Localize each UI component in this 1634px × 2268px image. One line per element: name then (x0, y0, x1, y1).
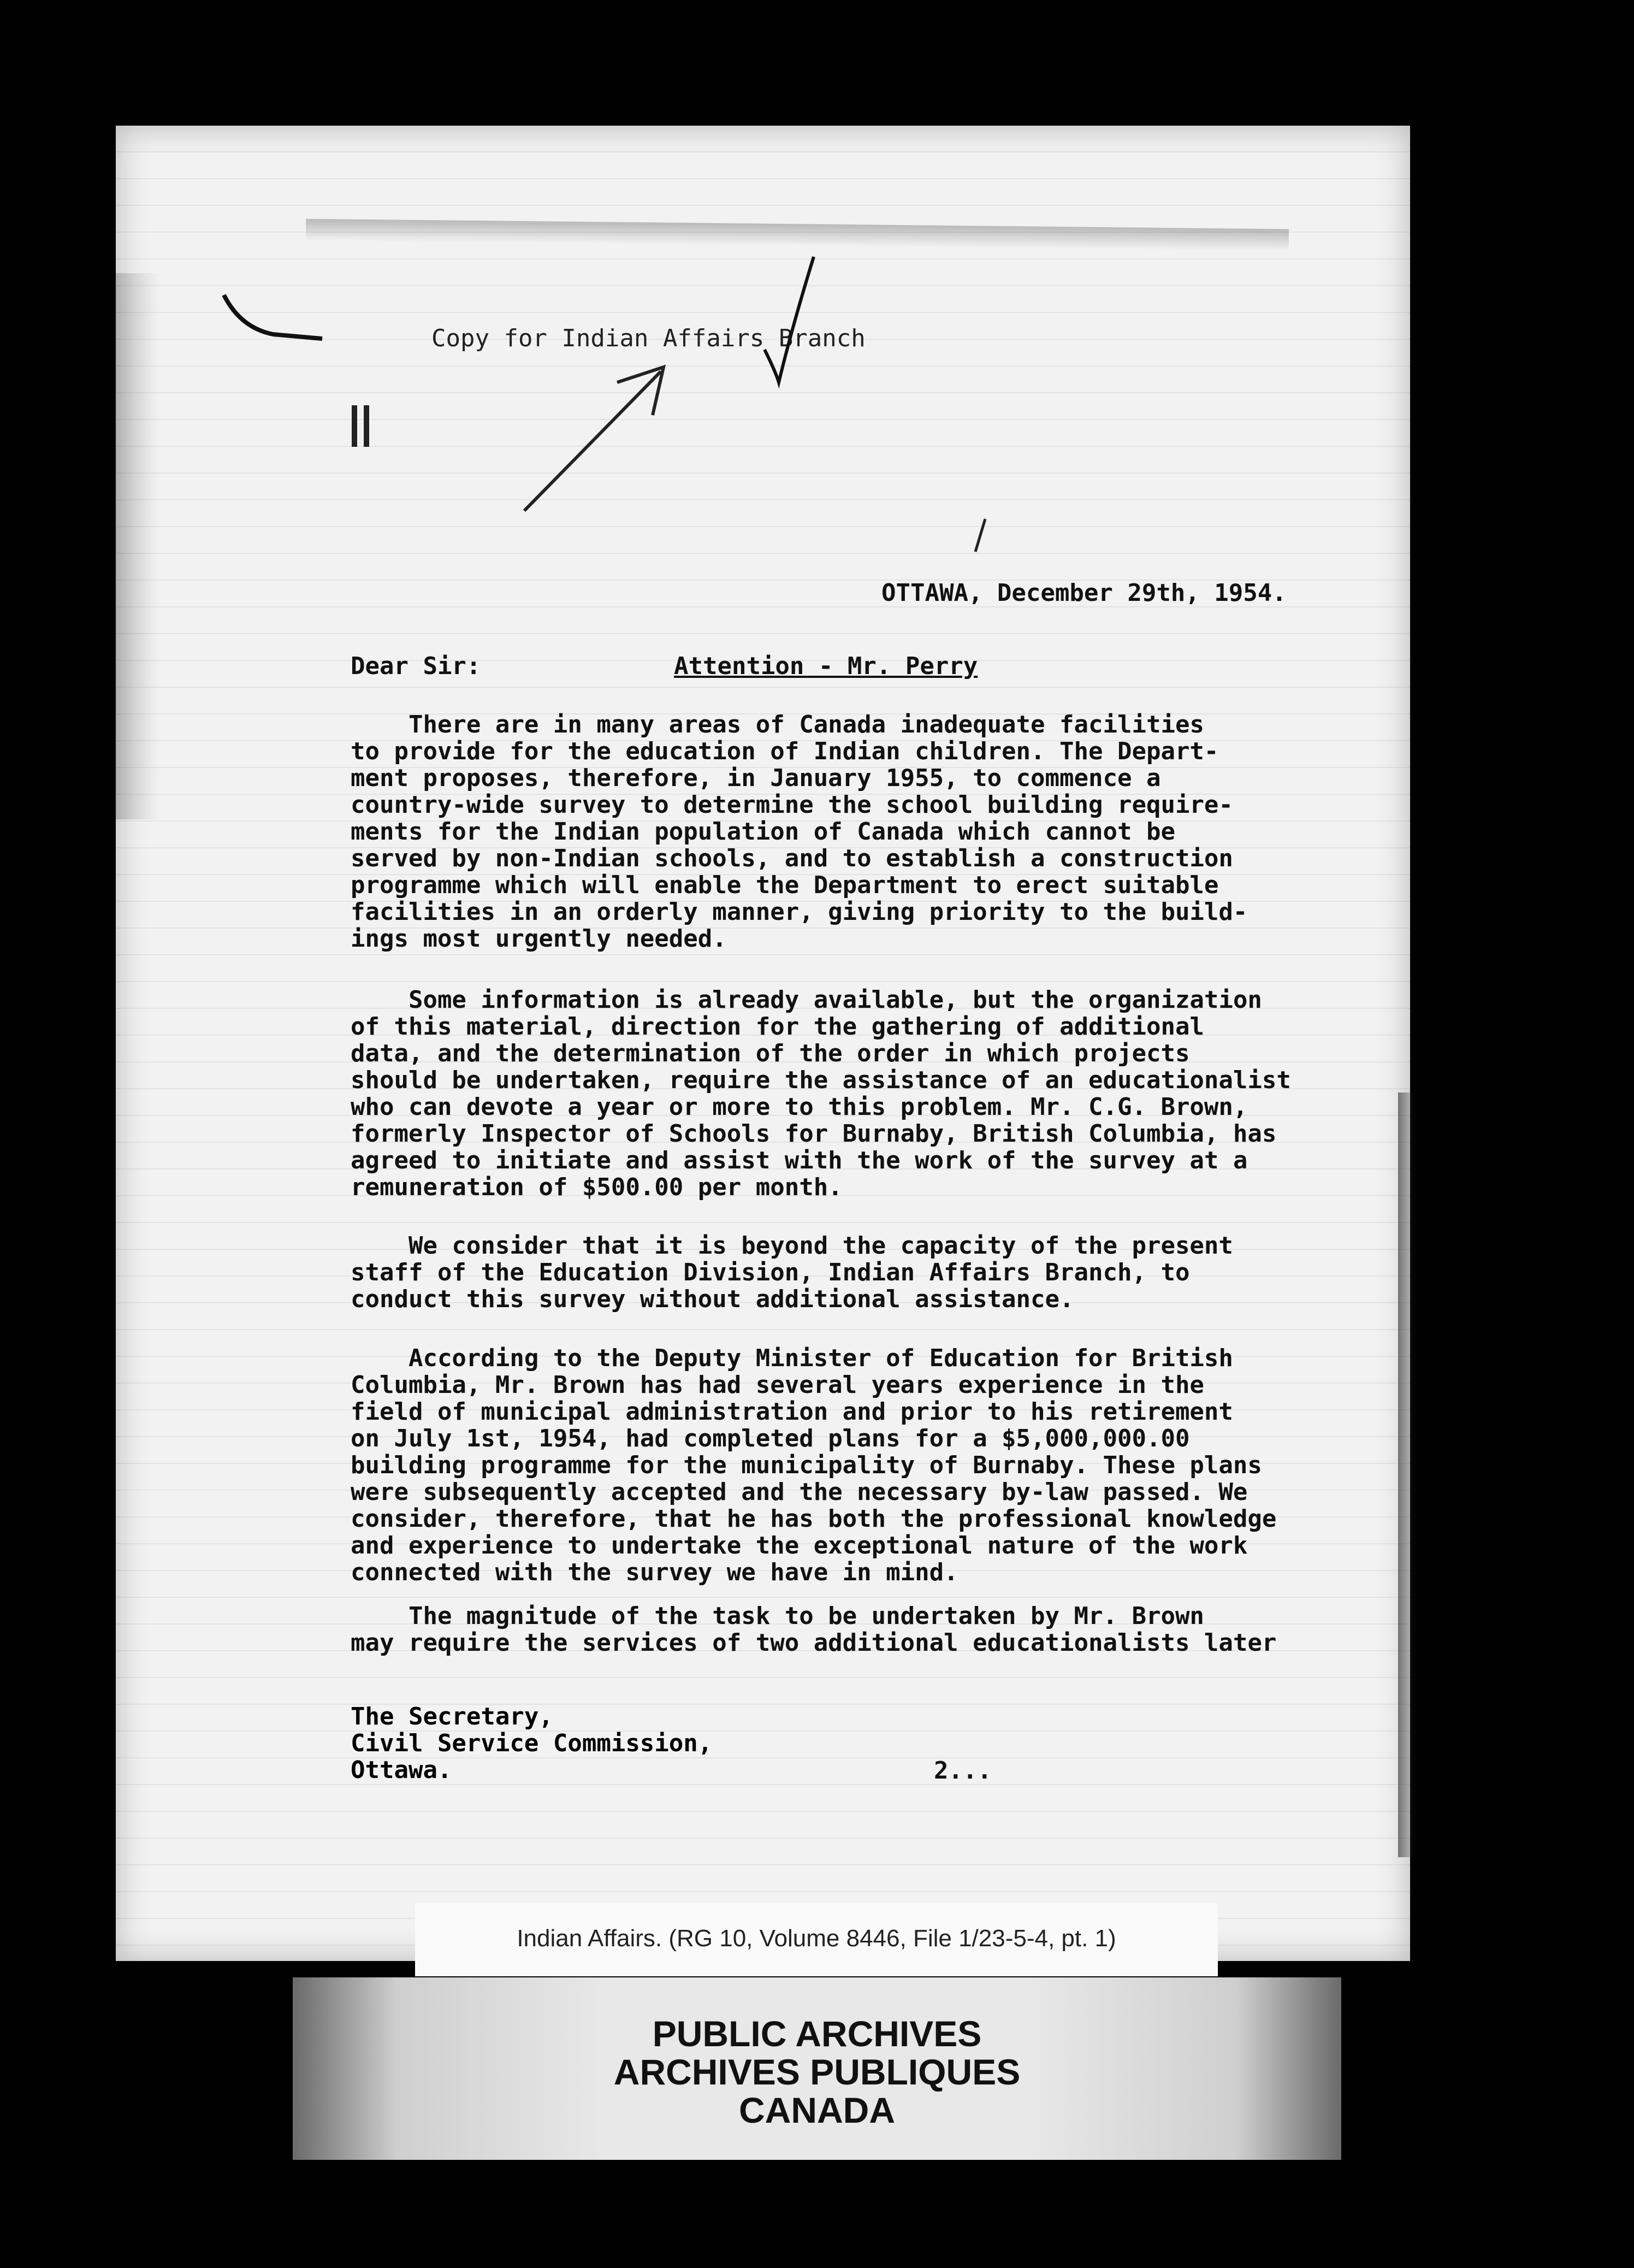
attention-line: Attention - Mr. Perry (674, 652, 978, 680)
text-line: ings most urgently needed. (351, 925, 727, 953)
text-line: consider, therefore, that he has both the professional knowledge (351, 1505, 1277, 1533)
text-line: Some information is already available, but the organization (351, 986, 1262, 1014)
salutation: Dear Sir: (351, 652, 481, 680)
address-line: The Secretary, (351, 1703, 553, 1730)
paragraph-1 (351, 711, 1247, 952)
page-continuation: 2... (934, 1757, 992, 1785)
paragraph-5 (351, 1603, 1276, 1656)
text-line: ments for the Indian population of Canada which cannot be (351, 818, 1175, 846)
archive-stamp (293, 1977, 1341, 2160)
text-line: building programme for the municipality of Burnaby. These plans (351, 1451, 1262, 1479)
stamp-line: CANADA (739, 2090, 895, 2130)
address-line: Civil Service Commission, (351, 1729, 713, 1757)
text-line: should be undertaken, require the assistance of an educationalist (351, 1066, 1291, 1094)
dateline: OTTAWA, December 29th, 1954. (881, 579, 1287, 607)
paragraph-3 (351, 1232, 1233, 1313)
text-line: to provide for the education of Indian children. The Depart- (351, 737, 1219, 765)
text-line: There are in many areas of Canada inadequate facilities (351, 711, 1204, 739)
text-line: may require the services of two additional educationalists later (351, 1629, 1277, 1657)
address-line: Ottawa. (351, 1756, 452, 1784)
text-line: remuneration of $500.00 per month. (351, 1173, 843, 1201)
text-line: of this material, direction for the gathering of additional (351, 1013, 1204, 1041)
text-line: ment proposes, therefore, in January 1955, to commence a (351, 764, 1161, 792)
recipient-address (351, 1703, 712, 1783)
paragraph-4 (351, 1345, 1276, 1586)
text-line: data, and the determination of the order in which projects (351, 1040, 1190, 1067)
text-line: programme which will enable the Department to erect suitable (351, 871, 1219, 899)
text-line: connected with the survey we have in mind. (351, 1558, 958, 1586)
paper-fold-left (116, 273, 159, 819)
text-line: formerly Inspector of Schools for Burnaby, British Columbia, has (351, 1120, 1277, 1148)
archive-reference-label (415, 1903, 1218, 1976)
text-line: conduct this survey without additional assistance. (351, 1285, 1074, 1313)
text-line: Columbia, Mr. Brown has had several years experience in the (351, 1371, 1204, 1399)
text-line: who can devote a year or more to this problem. Mr. C.G. Brown, (351, 1093, 1248, 1121)
text-line: facilities in an orderly manner, giving priority to the build- (351, 898, 1248, 926)
text-line: were subsequently accepted and the necessary by-law passed. We (351, 1478, 1248, 1506)
paragraph-2 (351, 987, 1291, 1201)
text-line: We consider that it is beyond the capacity of the present (351, 1232, 1233, 1260)
stamp-line: ARCHIVES PUBLIQUES (613, 2052, 1021, 2092)
text-line: staff of the Education Division, Indian Affairs Branch, to (351, 1259, 1190, 1286)
text-line: country-wide survey to determine the school building require- (351, 791, 1233, 819)
stamp-line: PUBLIC ARCHIVES (652, 2013, 982, 2054)
text-line: field of municipal administration and prior to his retirement (351, 1398, 1233, 1426)
text-line: served by non-Indian schools, and to establish a construction (351, 844, 1233, 872)
copy-note: Copy for Indian Affairs Branch (431, 324, 866, 352)
archive-reference: Indian Affairs. (RG 10, Volume 8446, File 1/23-5-4, pt. 1) (517, 1925, 1116, 1952)
paper-fold-right (1398, 1092, 1418, 1857)
text-line: agreed to initiate and assist with the work of the survey at a (351, 1147, 1248, 1174)
roman-numeral-mark (350, 405, 374, 447)
text-line: According to the Deputy Minister of Education for British (351, 1344, 1233, 1372)
text-line: on July 1st, 1954, had completed plans for a $5,000,000.00 (351, 1425, 1190, 1452)
text-line: and experience to undertake the exceptional nature of the work (351, 1532, 1248, 1560)
text-line: The magnitude of the task to be undertaken by Mr. Brown (351, 1602, 1204, 1630)
